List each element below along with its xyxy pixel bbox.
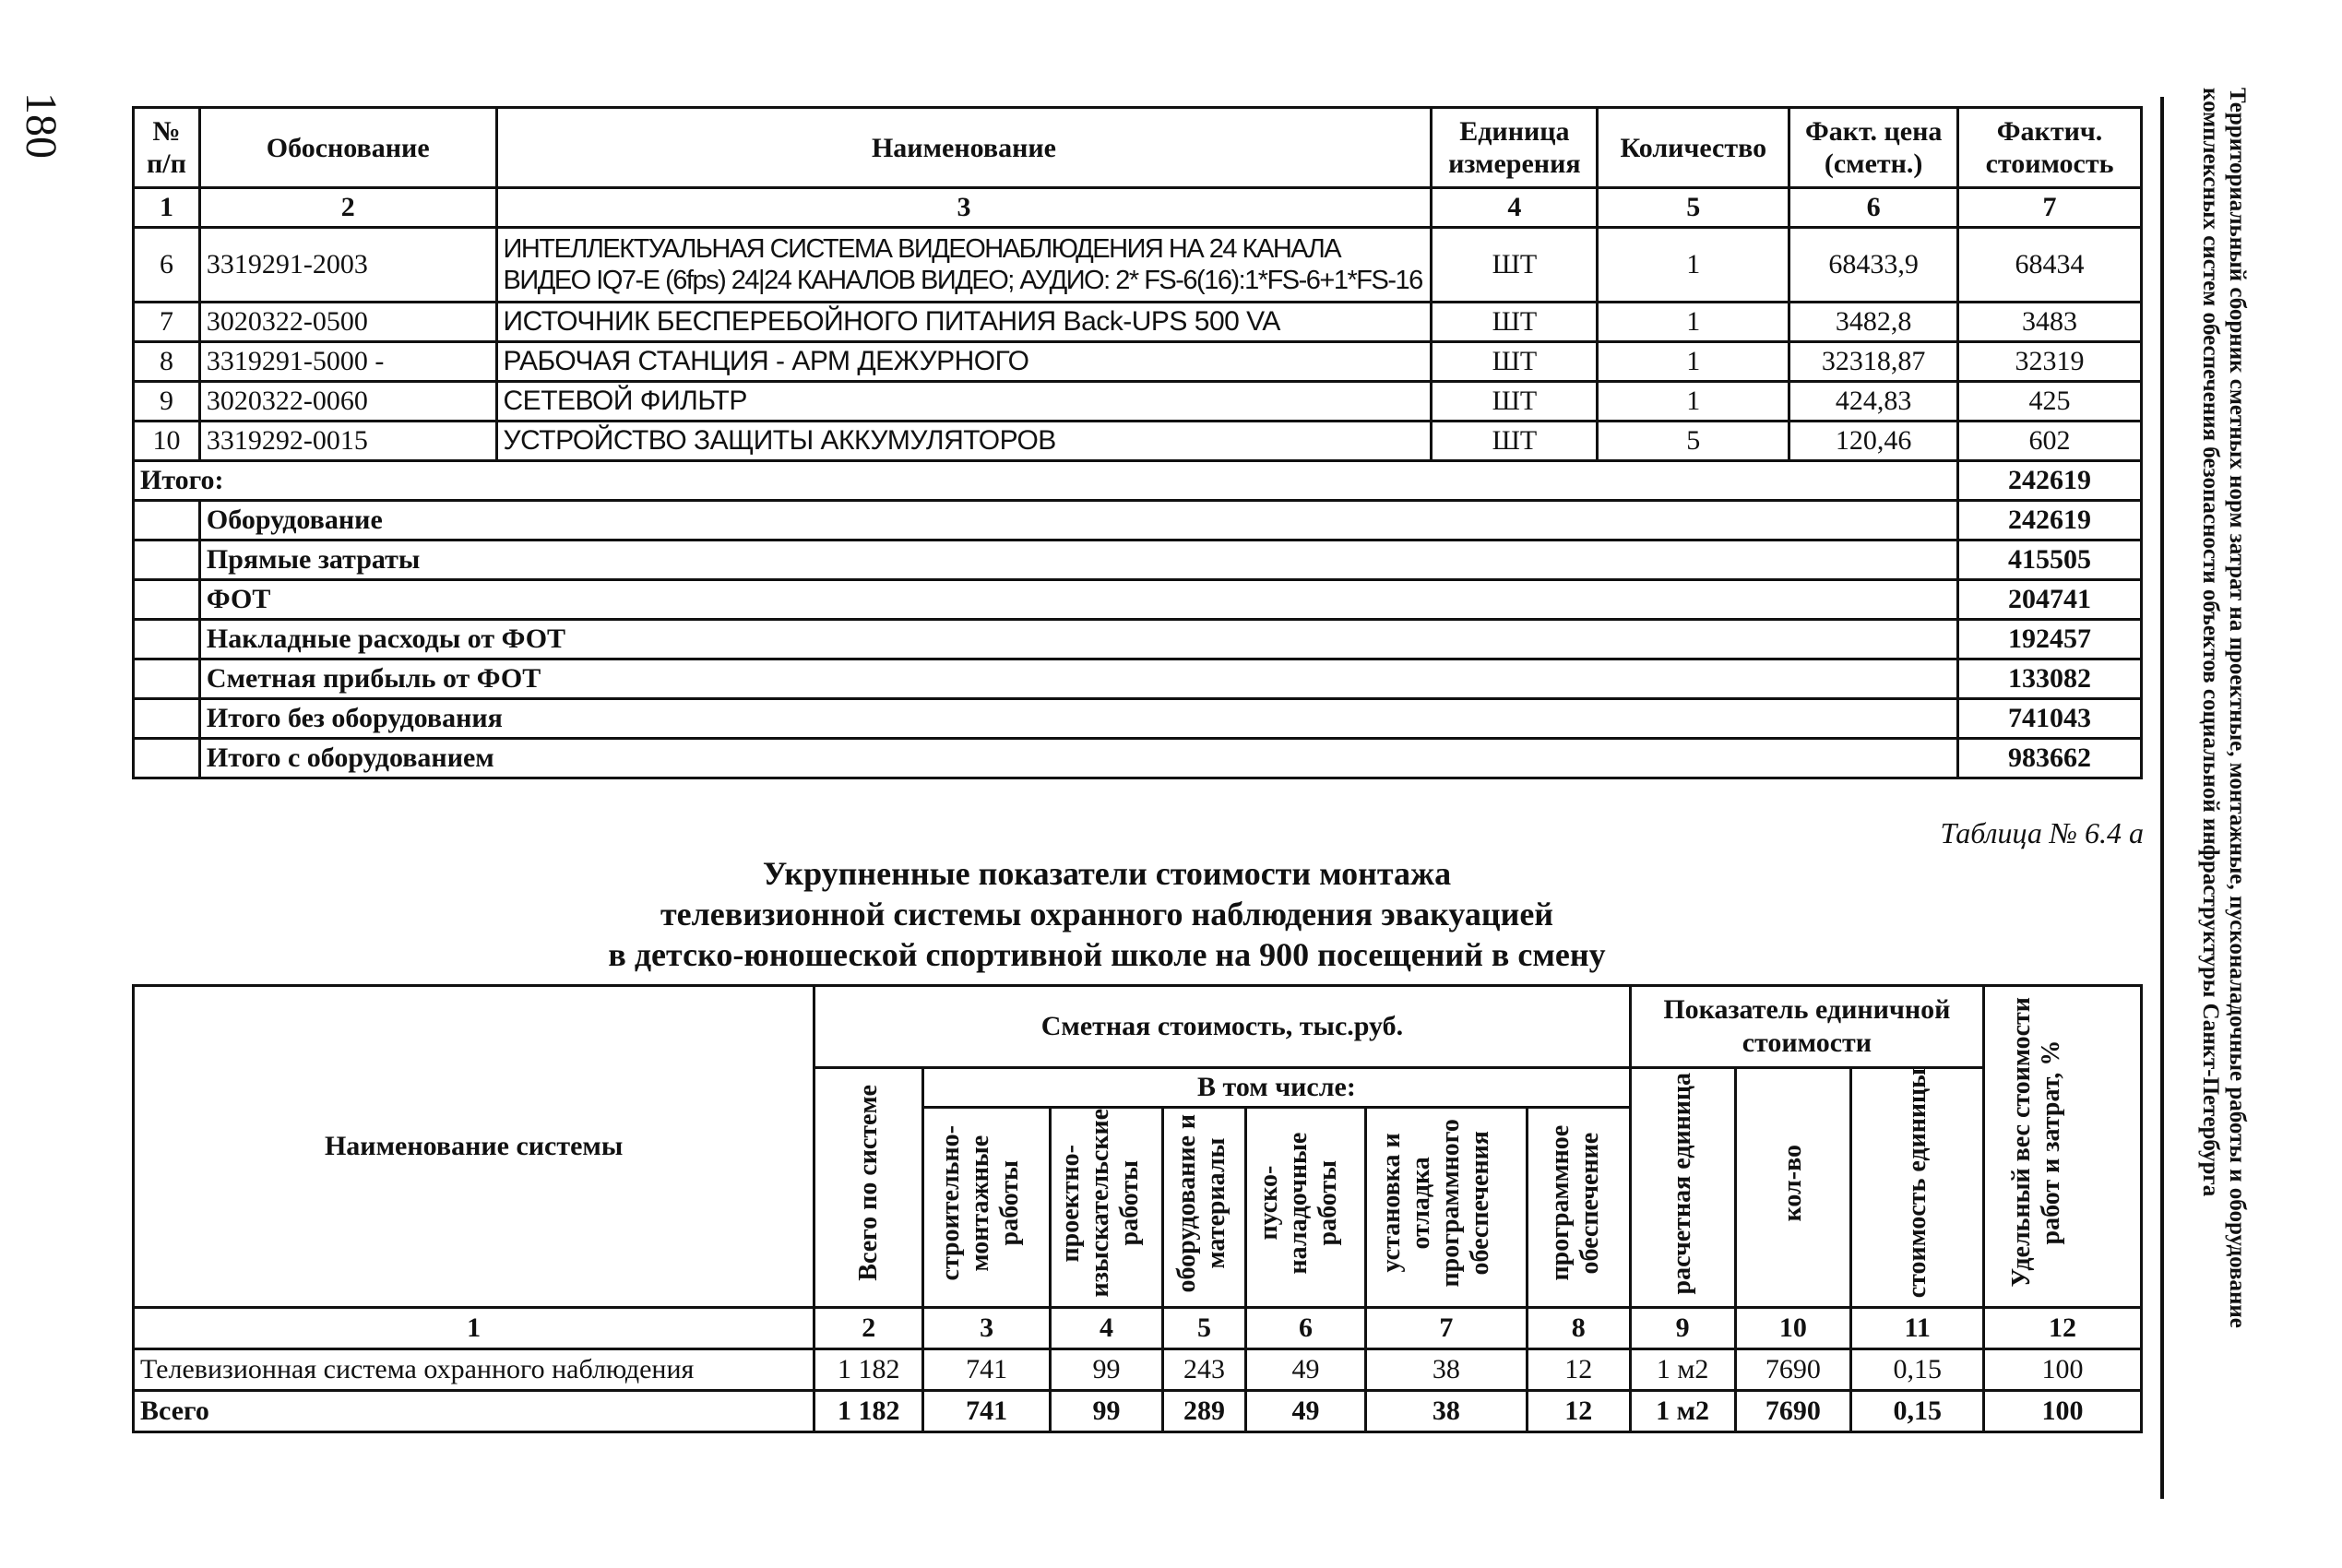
col-number: 6 bbox=[1245, 1308, 1365, 1349]
summary-value: 741043 bbox=[1958, 699, 2142, 739]
summary-indent bbox=[134, 501, 200, 540]
row-qty: 7690 bbox=[1735, 1391, 1851, 1432]
row-unit: ШТ bbox=[1432, 422, 1598, 461]
row-smr: 741 bbox=[923, 1391, 1051, 1432]
summary-row bbox=[134, 699, 2142, 739]
row-install: 38 bbox=[1365, 1391, 1527, 1432]
estimate-table bbox=[132, 106, 2143, 779]
col-header-pir-text: проектно-изыскательские работы bbox=[1055, 1108, 1144, 1298]
total-row bbox=[134, 461, 2142, 501]
summary-label: Итого без оборудования bbox=[199, 699, 1957, 739]
row-total: 1 182 bbox=[814, 1349, 923, 1391]
col-header-pnr-text: пуско-наладочные работы bbox=[1254, 1132, 1343, 1275]
col-number: 3 bbox=[923, 1308, 1051, 1349]
summary-indent bbox=[134, 580, 200, 620]
col-header-cost: Фактич. стоимость bbox=[1958, 108, 2142, 188]
row-unit: ШТ bbox=[1432, 303, 1598, 342]
row-qty: 1 bbox=[1598, 228, 1789, 303]
row-pnr: 49 bbox=[1245, 1391, 1365, 1432]
row-name: РАБОЧАЯ СТАНЦИЯ - АРМ ДЕЖУРНОГО bbox=[496, 342, 1432, 382]
row-qty: 5 bbox=[1598, 422, 1789, 461]
summary-indent bbox=[134, 739, 200, 778]
summary-row bbox=[134, 540, 2142, 580]
summary-indent bbox=[134, 620, 200, 659]
col-header-qty bbox=[1735, 1068, 1851, 1308]
col-number: 9 bbox=[1630, 1308, 1735, 1349]
col-header-share-text: Удельный вес стоимости работ и затрат, % bbox=[2007, 997, 2066, 1288]
col-header-unit-cost: Показатель единичной стоимости bbox=[1630, 986, 1983, 1068]
row-share: 100 bbox=[1984, 1349, 2142, 1391]
col-header-equipment-text: оборудование и материалы bbox=[1171, 1113, 1230, 1292]
total-value: 242619 bbox=[1958, 461, 2142, 501]
row-unit: 1 м2 bbox=[1630, 1391, 1735, 1432]
summary-label: Прямые затраты bbox=[199, 540, 1957, 580]
row-cost: 68434 bbox=[1958, 228, 2142, 303]
cost-indicators-table bbox=[132, 984, 2143, 1433]
summary-indent bbox=[134, 540, 200, 580]
side-header-text: Территориальный сборник сметных норм затрат на проектные, монтажные, пусконаладочные работы и оборудование комплексных систем обеспечения безопасности объектов социальной инфраструктуры Санкт-Петербурга bbox=[2198, 88, 2250, 1328]
summary-value: 242619 bbox=[1958, 501, 2142, 540]
total-label: Итого: bbox=[134, 461, 1958, 501]
table-header-row bbox=[134, 108, 2142, 188]
row-cost: 425 bbox=[1958, 382, 2142, 422]
summary-row bbox=[134, 501, 2142, 540]
col-header-total bbox=[814, 1068, 923, 1308]
row-system-name: Всего bbox=[134, 1391, 814, 1432]
table-row bbox=[134, 382, 2142, 422]
col-number: 2 bbox=[814, 1308, 923, 1349]
table-row bbox=[134, 422, 2142, 461]
row-unit-price: 0,15 bbox=[1851, 1391, 1984, 1432]
col-header-pnr bbox=[1245, 1108, 1365, 1308]
col-number: 7 bbox=[1958, 188, 2142, 228]
side-header bbox=[2197, 88, 2253, 1416]
row-unit: 1 м2 bbox=[1630, 1349, 1735, 1391]
row-num: 9 bbox=[134, 382, 200, 422]
row-pir: 99 bbox=[1051, 1349, 1163, 1391]
col-header-estimate: Сметная стоимость, тыс.руб. bbox=[814, 986, 1630, 1068]
row-qty: 1 bbox=[1598, 342, 1789, 382]
summary-value: 983662 bbox=[1958, 739, 2142, 778]
row-system-name: Телевизионная система охранного наблюдения bbox=[134, 1349, 814, 1391]
col-header-num: № п/п bbox=[134, 108, 200, 188]
title-line: в детско-юношеской спортивной школе на 900 посещений в смену bbox=[608, 936, 1606, 973]
col-number: 10 bbox=[1735, 1308, 1851, 1349]
summary-label: ФОТ bbox=[199, 580, 1957, 620]
col-number: 7 bbox=[1365, 1308, 1527, 1349]
row-code: 3319292-0015 bbox=[199, 422, 496, 461]
row-name: ИСТОЧНИК БЕСПЕРЕБОЙНОГО ПИТАНИЯ Back-UPS 500 VA bbox=[496, 303, 1432, 342]
total-row bbox=[134, 1391, 2142, 1432]
col-header-install-text: установка и отладка программного обеспечения bbox=[1376, 1119, 1494, 1288]
summary-value: 133082 bbox=[1958, 659, 2142, 699]
summary-label: Сметная прибыль от ФОТ bbox=[199, 659, 1957, 699]
table-header-row bbox=[134, 986, 2142, 1068]
row-name-line2: ВИДЕО IQ7-E (6fps) 24|24 КАНАЛОВ ВИДЕО; АУДИО: 2* FS-6(16):1*FS-6+1*FS-16 bbox=[503, 266, 1422, 295]
col-header-unit-text: расчетная единица bbox=[1668, 1072, 1697, 1294]
row-code: 3020322-0500 bbox=[199, 303, 496, 342]
summary-label: Накладные расходы от ФОТ bbox=[199, 620, 1957, 659]
row-name-line1: ИНТЕЛЛЕКТУАЛЬНАЯ СИСТЕМА ВИДЕОНАБЛЮДЕНИЯ НА 24 КАНАЛА bbox=[503, 234, 1341, 264]
row-name: УСТРОЙСТВО ЗАЩИТЫ АККУМУЛЯТОРОВ bbox=[496, 422, 1432, 461]
row-qty: 1 bbox=[1598, 303, 1789, 342]
row-cost: 32319 bbox=[1958, 342, 2142, 382]
summary-row bbox=[134, 620, 2142, 659]
row-cost: 602 bbox=[1958, 422, 2142, 461]
col-header-unit: Единица измерения bbox=[1432, 108, 1598, 188]
col-number: 12 bbox=[1984, 1308, 2142, 1349]
row-equipment: 289 bbox=[1163, 1391, 1246, 1432]
row-qty: 7690 bbox=[1735, 1349, 1851, 1391]
table-row bbox=[134, 228, 2142, 303]
summary-value: 204741 bbox=[1958, 580, 2142, 620]
col-header-install bbox=[1365, 1108, 1527, 1308]
col-number: 2 bbox=[199, 188, 496, 228]
row-num: 7 bbox=[134, 303, 200, 342]
row-total: 1 182 bbox=[814, 1391, 923, 1432]
col-number: 5 bbox=[1163, 1308, 1246, 1349]
summary-row bbox=[134, 659, 2142, 699]
row-unit: ШТ bbox=[1432, 228, 1598, 303]
col-header-qty-text: кол-во bbox=[1777, 1145, 1807, 1222]
row-code: 3319291-2003 bbox=[199, 228, 496, 303]
row-pnr: 49 bbox=[1245, 1349, 1365, 1391]
row-code: 3319291-5000 - bbox=[199, 342, 496, 382]
col-header-qty: Количество bbox=[1598, 108, 1789, 188]
col-header-pir bbox=[1051, 1108, 1163, 1308]
col-number: 3 bbox=[496, 188, 1432, 228]
row-name bbox=[496, 228, 1432, 303]
summary-row bbox=[134, 739, 2142, 778]
row-price: 3482,8 bbox=[1789, 303, 1958, 342]
row-num: 6 bbox=[134, 228, 200, 303]
column-number-row bbox=[134, 188, 2142, 228]
row-qty: 1 bbox=[1598, 382, 1789, 422]
col-header-software bbox=[1527, 1108, 1630, 1308]
col-header-share bbox=[1984, 986, 2142, 1308]
row-price: 68433,9 bbox=[1789, 228, 1958, 303]
row-price: 120,46 bbox=[1789, 422, 1958, 461]
table-row bbox=[134, 1349, 2142, 1391]
col-header-price: Факт. цена (сметн.) bbox=[1789, 108, 1958, 188]
col-number: 4 bbox=[1051, 1308, 1163, 1349]
summary-label: Итого с оборудованием bbox=[199, 739, 1957, 778]
table-label: Таблица № 6.4 а bbox=[1940, 816, 2144, 849]
table-row bbox=[134, 303, 2142, 342]
side-rule bbox=[2160, 97, 2164, 1499]
row-share: 100 bbox=[1984, 1391, 2142, 1432]
col-header-system-name: Наименование системы bbox=[134, 986, 814, 1308]
row-unit: ШТ bbox=[1432, 382, 1598, 422]
col-header-including: В том числе: bbox=[923, 1068, 1631, 1108]
row-price: 424,83 bbox=[1789, 382, 1958, 422]
col-header-unit-price-text: стоимость единицы bbox=[1902, 1068, 1932, 1299]
col-number: 8 bbox=[1527, 1308, 1630, 1349]
col-header-unit-price bbox=[1851, 1068, 1984, 1308]
title-line: телевизионной системы охранного наблюдения эвакуацией bbox=[660, 896, 1554, 932]
summary-row bbox=[134, 580, 2142, 620]
col-number: 6 bbox=[1789, 188, 1958, 228]
row-unit: ШТ bbox=[1432, 342, 1598, 382]
row-smr: 741 bbox=[923, 1349, 1051, 1391]
col-header-name: Наименование bbox=[496, 108, 1432, 188]
summary-label: Оборудование bbox=[199, 501, 1957, 540]
summary-indent bbox=[134, 699, 200, 739]
row-cost: 3483 bbox=[1958, 303, 2142, 342]
row-num: 8 bbox=[134, 342, 200, 382]
column-number-row bbox=[134, 1308, 2142, 1349]
col-number: 1 bbox=[134, 188, 200, 228]
summary-value: 415505 bbox=[1958, 540, 2142, 580]
title-line: Укрупненные показатели стоимости монтажа bbox=[762, 855, 1452, 892]
summary-indent bbox=[134, 659, 200, 699]
col-number: 4 bbox=[1432, 188, 1598, 228]
col-header-basis: Обоснование bbox=[199, 108, 496, 188]
col-header-software-text: программное обеспечение bbox=[1546, 1124, 1605, 1281]
row-price: 32318,87 bbox=[1789, 342, 1958, 382]
col-header-unit bbox=[1630, 1068, 1735, 1308]
col-header-total-text: Всего по системе bbox=[853, 1085, 883, 1282]
table-row bbox=[134, 342, 2142, 382]
col-header-equipment bbox=[1163, 1108, 1246, 1308]
summary-value: 192457 bbox=[1958, 620, 2142, 659]
col-number: 11 bbox=[1851, 1308, 1984, 1349]
row-num: 10 bbox=[134, 422, 200, 461]
row-code: 3020322-0060 bbox=[199, 382, 496, 422]
section-title bbox=[517, 853, 1697, 975]
row-install: 38 bbox=[1365, 1349, 1527, 1391]
col-number: 5 bbox=[1598, 188, 1789, 228]
row-unit-price: 0,15 bbox=[1851, 1349, 1984, 1391]
col-header-smr-text: строительно-монтажные работы bbox=[935, 1125, 1024, 1281]
row-software: 12 bbox=[1527, 1391, 1630, 1432]
page-number: 180 bbox=[17, 92, 65, 159]
col-header-smr bbox=[923, 1108, 1051, 1308]
row-name: СЕТЕВОЙ ФИЛЬТР bbox=[496, 382, 1432, 422]
col-number: 1 bbox=[134, 1308, 814, 1349]
row-pir: 99 bbox=[1051, 1391, 1163, 1432]
row-software: 12 bbox=[1527, 1349, 1630, 1391]
row-equipment: 243 bbox=[1163, 1349, 1246, 1391]
